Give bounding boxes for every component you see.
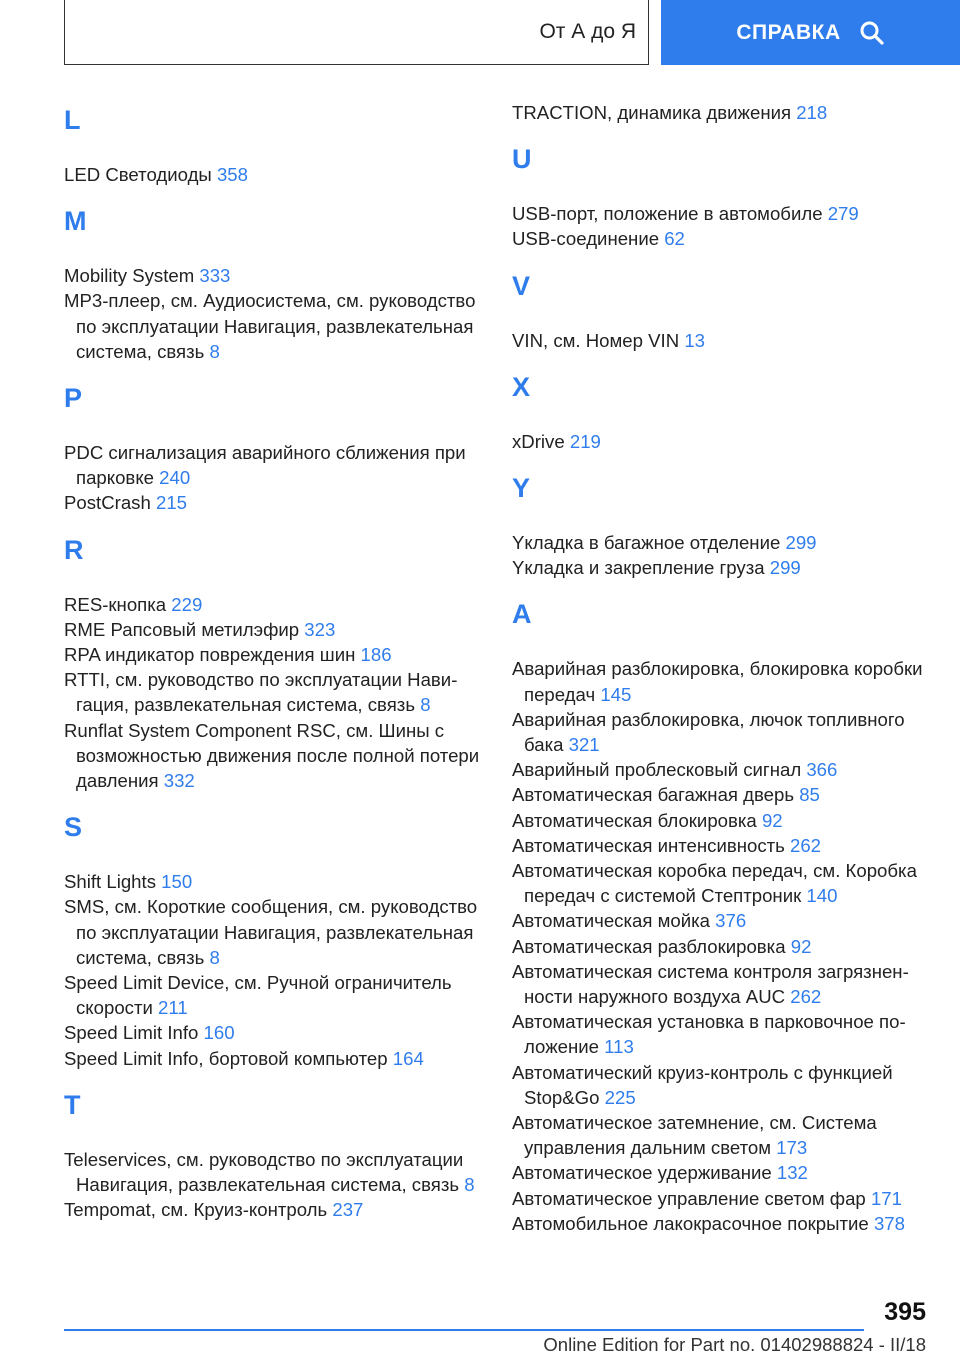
page-reference-link[interactable]: 219 [569,430,601,452]
index-entry [512,1211,932,1236]
index-entry-text: Аварийный проблесковый сигнал [512,759,802,781]
index-letter-heading: L [64,105,81,135]
index-entry [512,530,932,555]
index-entry-text: PostCrash [64,492,151,514]
page-reference-link[interactable]: 279 [827,203,859,225]
index-entry [512,1009,932,1059]
page-reference-link[interactable]: 376 [715,910,747,932]
index-entry [64,894,484,970]
index-entry-text: Автоматическое управление светом фар [512,1187,866,1209]
index-entry-text: LED Светодиоды [64,164,212,185]
index-entry [512,808,932,833]
index-entry-text: Yкладка и закрепление груза [512,557,765,579]
index-entry [512,959,932,1009]
page-reference-link[interactable]: 366 [806,759,838,781]
page-reference-link[interactable]: 237 [332,1199,364,1221]
index-entry [512,1160,932,1185]
index-entry-text: RME Рапсовый метилэфир [64,618,300,640]
index-entry-text: Runflat System Component RSC, см. Шины с возможностью движения после полной потери давления [64,719,480,792]
page-reference-link[interactable]: 8 [209,340,220,362]
index-entry-text: xDrive [512,430,565,452]
page-reference-link[interactable]: 8 [464,1174,475,1196]
index-entry [64,162,484,187]
index-entry-text: Автоматическая интенсивность [512,834,785,856]
index-entry [512,1060,932,1110]
index-letter-heading: T [64,1089,81,1120]
help-tab[interactable] [661,0,960,65]
page-reference-link[interactable]: 332 [163,770,195,792]
index-letter-heading: А [512,599,532,630]
page-reference-link[interactable]: 333 [199,265,231,287]
index-entry [512,100,932,125]
page-reference-link[interactable]: 262 [790,986,822,1008]
index-entry-text: Автоматическая установка в парковочное положение [512,1011,906,1058]
index-entry [64,592,484,617]
index-entry [64,617,484,642]
index-entry-text: Shift Lights [64,871,156,893]
index-entry [512,908,932,933]
index-entry-text: Speed Limit Info, бортовой компьютер [64,1047,388,1069]
index-entry-text: TRACTION, динамика движения [512,102,792,123]
page-reference-link[interactable]: 13 [684,329,705,351]
index-entry-text: Tempomat, см. Круиз-контроль [64,1199,328,1221]
index-entry-text: Автоматическая система контроля загрязненности наружного воздуха AUC [512,960,909,1008]
page-reference-link[interactable]: 321 [568,734,600,756]
page-reference-link[interactable]: 299 [785,532,817,554]
index-entry-text: USB-соединение [512,228,660,250]
page-reference-link[interactable]: 211 [158,997,188,1019]
index-letter-heading: U [512,144,532,175]
index-entry-text: VIN, см. Номер VIN [512,329,680,351]
index-entry [512,429,932,454]
index-entry-text: Автоматическое удерживание [512,1162,772,1184]
index-entry-text: Аварийная разблокировка, лючок топливного бака [512,708,905,756]
index-entry-text: Speed Limit Device, см. Ручной ограничитель скорости [64,972,452,1019]
index-entry-text: Yкладка в багажное отделение [512,532,781,554]
index-entry [64,718,484,794]
index-entry [512,934,932,959]
az-tab-label: От А до Я [539,20,636,43]
page-reference-link[interactable]: 358 [216,164,248,185]
index-entry [64,440,484,490]
index-entry-text: Автоматическая разблокировка [512,935,786,957]
index-entry [512,1110,932,1160]
footer-divider [64,1329,864,1331]
page-reference-link[interactable]: 215 [155,492,188,514]
index-entry [64,667,484,717]
page-reference-link[interactable]: 171 [870,1187,902,1209]
index-entry-text: Автоматическая блокировка [512,809,757,831]
page-reference-link[interactable]: 145 [600,683,632,705]
index-entry-text: PDC сигнализация аварийного сближения при парковке [64,442,466,489]
index-entry-text: RES-кнопка [64,593,167,615]
page-reference-link[interactable]: 160 [203,1022,235,1044]
page-reference-link[interactable]: 240 [159,467,191,489]
edition-text: Online Edition for Part no. 01402988824 - II/18 [543,1334,926,1355]
page-reference-link[interactable]: 299 [769,557,801,579]
page-reference-link[interactable]: 113 [604,1036,634,1058]
page-reference-link[interactable]: 92 [761,809,783,831]
index-entry [512,1186,932,1211]
index-column-right [512,100,932,1236]
index-entry [64,1147,484,1197]
index-entry [512,707,932,757]
page-reference-link[interactable]: 323 [304,618,336,640]
index-entry-text: Speed Limit Info [64,1022,199,1044]
page-reference-link[interactable]: 8 [209,946,220,968]
page-reference-link[interactable]: 132 [776,1162,808,1184]
index-letter-heading: M [64,206,87,237]
index-entry [512,782,932,807]
page-reference-link[interactable]: 173 [776,1137,808,1159]
index-entry [512,201,932,226]
index-entry-text: MP3-плеер, см. Аудиосистема, см. руководство по эксплуатации Навигация, развлекательная система, связь [64,290,476,362]
page-reference-link[interactable]: 164 [392,1047,424,1069]
index-entry-text: Teleservices, см. руководство по эксплуатации Навигация, развлекательная система, связь [64,1148,464,1196]
index-entry [64,1197,484,1222]
page-reference-link[interactable]: 85 [799,784,820,806]
page-reference-link[interactable]: 150 [161,871,193,893]
index-entry [512,757,932,782]
az-tab[interactable] [64,0,649,65]
index-entry-text: Аварийная разблокировка, блокировка коробки передач [512,658,923,705]
index-letter-heading: P [64,383,83,414]
index-entry [512,328,932,353]
index-entry-text: Автоматическое затемнение, см. Система управления дальним светом [512,1112,877,1159]
search-icon[interactable] [859,20,885,46]
index-entry-text: Автомобильное лакокрасочное покрытие [512,1212,869,1234]
index-letter-heading: Y [512,473,531,504]
index-entry [64,263,484,288]
index-entry [64,970,484,1020]
index-column-left [64,100,484,1222]
index-entry-text: RPA индикатор повреждения шин [64,644,356,666]
index-entry-text: Автоматический круиз-контроль с функцией Stop&Go [512,1061,893,1108]
page-reference-link[interactable]: 378 [873,1212,905,1234]
page-reference-link[interactable]: 225 [604,1086,636,1108]
index-entry-text: Автоматическая мойка [512,910,710,932]
index-entry-text: SMS, см. Короткие сообщения, см. руководство по эксплуатации Навигация, развлекательная система, связь [64,896,478,968]
index-entry [512,833,932,858]
index-entry-text: RTTI, см. руководство по эксплуатации Навигация, развлекательная система, связь [64,669,458,716]
page-reference-link[interactable]: 186 [360,644,392,666]
index-letter-heading: R [64,534,84,565]
page-number: 395 [884,1298,926,1326]
index-letter-heading: S [64,812,83,843]
index-entry [512,858,932,908]
index-entry-text: Автоматическая коробка передач, см. Коробка передач с системой Стептроник [512,860,917,907]
index-entry [64,490,484,515]
page-reference-link[interactable]: 229 [171,593,203,615]
index-letter-heading: X [512,371,531,402]
page-reference-link[interactable]: 218 [796,102,828,123]
index-entry [512,226,932,251]
index-entry-text: USB-порт, положение в автомобиле [512,203,823,225]
index-entry [512,656,932,706]
index-entry [64,642,484,667]
index-entry [64,1046,484,1071]
page-reference-link[interactable]: 262 [790,834,822,856]
index-entry [64,1020,484,1045]
page-reference-link[interactable]: 62 [664,228,685,250]
index-entry-text: Mobility System [64,265,195,287]
index-letter-heading: V [512,270,531,301]
index-entry-text: Автоматическая багажная дверь [512,784,795,806]
page-reference-link[interactable]: 8 [420,694,431,716]
index-entry [64,288,484,364]
help-tab-label: СПРАВКА [736,20,841,44]
page-reference-link[interactable]: 140 [806,885,838,907]
page-reference-link[interactable]: 92 [790,935,812,957]
index-entry [64,869,484,894]
index-entry [512,555,932,580]
